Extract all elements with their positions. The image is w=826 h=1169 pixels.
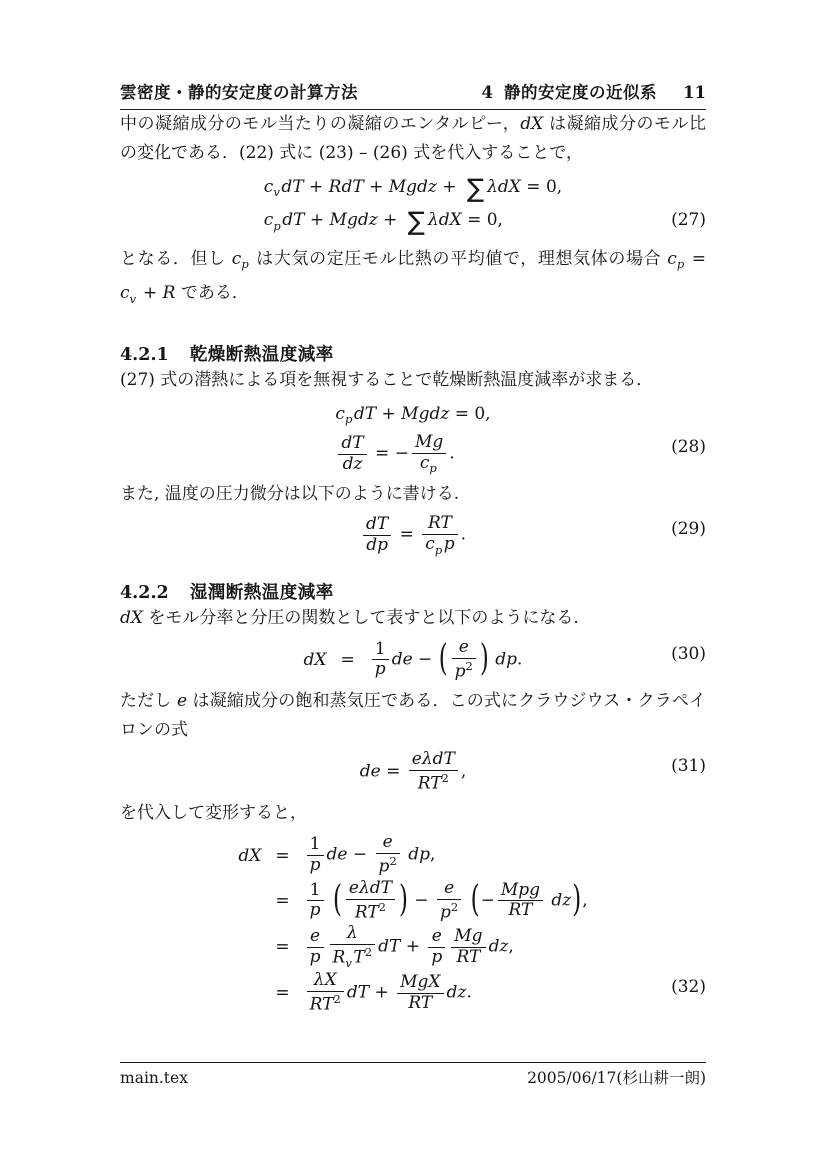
section-title: 湿潤断熱温度減率	[189, 582, 334, 603]
page-footer	[120, 1062, 706, 1088]
equation-cell: =	[340, 649, 355, 670]
text-run: 中の凝縮成分のモル当たりの凝縮のエンタルピー，	[120, 114, 521, 134]
equation-cell: =	[275, 983, 290, 1004]
paragraph	[120, 604, 706, 633]
paragraph	[120, 366, 706, 395]
text-run: は凝縮成分のモル比の変化である．(22) 式に (23) – (26) 式を代入することで，	[120, 114, 707, 163]
equation-31	[120, 751, 706, 793]
inline-math: $c_p$	[231, 248, 249, 272]
paragraph	[120, 245, 706, 314]
inline-math: dX	[520, 114, 544, 134]
inline-math: e	[176, 691, 188, 712]
equation-27	[120, 174, 706, 239]
equation-body	[238, 834, 587, 1014]
equation-30	[120, 636, 706, 682]
equation-cell: =	[275, 845, 290, 866]
equation-cell: $\frac{1}{p}$ de − ( $\frac{e}{p^2}$ ) dp.	[369, 639, 523, 681]
equation-number: (32)	[671, 977, 706, 998]
page-number: 11	[683, 83, 706, 102]
header-right	[482, 84, 706, 102]
text-run: である．	[175, 283, 249, 304]
paragraph	[120, 799, 706, 828]
equation-cell: $\frac{1}{p}$ de − $\frac{e}{p^2}$ dp,	[304, 834, 436, 876]
text-run: は大気の定圧モル比熱の平均値で，理想気体の場合	[250, 248, 668, 269]
equation-line: $\frac{dT}{dz}$ = − $\frac{Mg}{c_p}$ .	[335, 434, 490, 474]
text-run: となる．但し	[120, 248, 232, 269]
equation-body	[335, 401, 490, 475]
equation-body	[264, 174, 562, 239]
equation-number: (27)	[671, 209, 706, 230]
equation-body	[360, 751, 466, 793]
paragraph	[120, 687, 706, 745]
section-title: 乾燥断熱温度減率	[189, 344, 334, 365]
equation-line: de = $\frac{\text{eλdT}}{RT^2}$ ,	[359, 749, 467, 794]
inline-math: dX	[120, 607, 143, 628]
page-header	[120, 84, 706, 110]
header-section-number: 4	[481, 83, 494, 102]
equation-cell: dX	[238, 845, 262, 866]
equation-29	[120, 515, 706, 555]
equation-number: (28)	[671, 437, 706, 458]
equation-cell: $\frac{1}{p}$ ( $\frac{\text{eλdT}}{RT^2}$ ) − $\frac{e}{p^2}$ (− $\frac{\text{Mpg}}{RT}$ dz),	[304, 880, 588, 922]
equation-number: (30)	[671, 644, 706, 665]
equation-number: (29)	[671, 518, 706, 539]
equation-line: $c_pdT$ + Mgdz = 0,	[335, 403, 491, 426]
equation-line: $c_vdT$ + RdT + Mgdz + ∑ λdX = 0,	[263, 173, 563, 204]
equation-line: $c_pdT$ + Mgdz + ∑ λdX = 0,	[263, 206, 503, 237]
text-run: ただし	[120, 691, 177, 712]
running-title: 雲密度・静的安定度の計算方法	[120, 83, 358, 102]
equation-28	[120, 401, 706, 475]
equation-cell: =	[275, 937, 290, 958]
section-number: 4.2.1	[120, 344, 169, 365]
section-number: 4.2.2	[120, 582, 169, 603]
text-run: (27) 式の潜熱による項を無視することで乾燥断熱温度減率が求まる．	[120, 369, 654, 390]
text-run: を代入して変形すると，	[120, 803, 307, 824]
equation-cell: =	[275, 890, 290, 911]
section-heading-4-2-1	[120, 344, 706, 366]
equation-body	[360, 515, 466, 555]
footer-date-author: 2005/06/17(杉山耕一朗)	[527, 1069, 706, 1087]
header-section-title: 静的安定度の近似系	[504, 83, 658, 102]
equation-body	[303, 636, 523, 682]
equation-number: (31)	[671, 756, 706, 777]
inline-math: $c_p = c_v + R$	[120, 248, 707, 306]
equation-cell: dX	[303, 649, 327, 670]
text-run: は凝縮成分の飽和蒸気圧である．この式にクラウジウス・クラペイロンの式	[120, 691, 706, 741]
text-run: また, 温度の圧力微分は以下のように書ける.	[120, 484, 460, 505]
section-heading-4-2-2	[120, 582, 706, 604]
footer-filename: main.tex	[120, 1069, 188, 1087]
paragraph	[120, 110, 706, 168]
equation-32	[120, 834, 706, 1014]
paragraph	[120, 480, 706, 509]
equation-cell: $\frac{\lambda X}{RT^2}$ dT + $\frac{\text{MgX}}{RT}$ dz.	[304, 972, 472, 1014]
equation-cell: $\frac{e}{p}$ $\frac{\lambda}{R_vT^2}$ dT + $\frac{e}{p}$ $\frac{Mg}{RT}$ dz,	[304, 925, 514, 969]
text-run: をモル分率と分圧の関数として表すと以下のようになる.	[143, 607, 579, 628]
equation-line: $\frac{dT}{dp}$ = $\frac{RT}{c_pp}$ .	[360, 515, 466, 555]
